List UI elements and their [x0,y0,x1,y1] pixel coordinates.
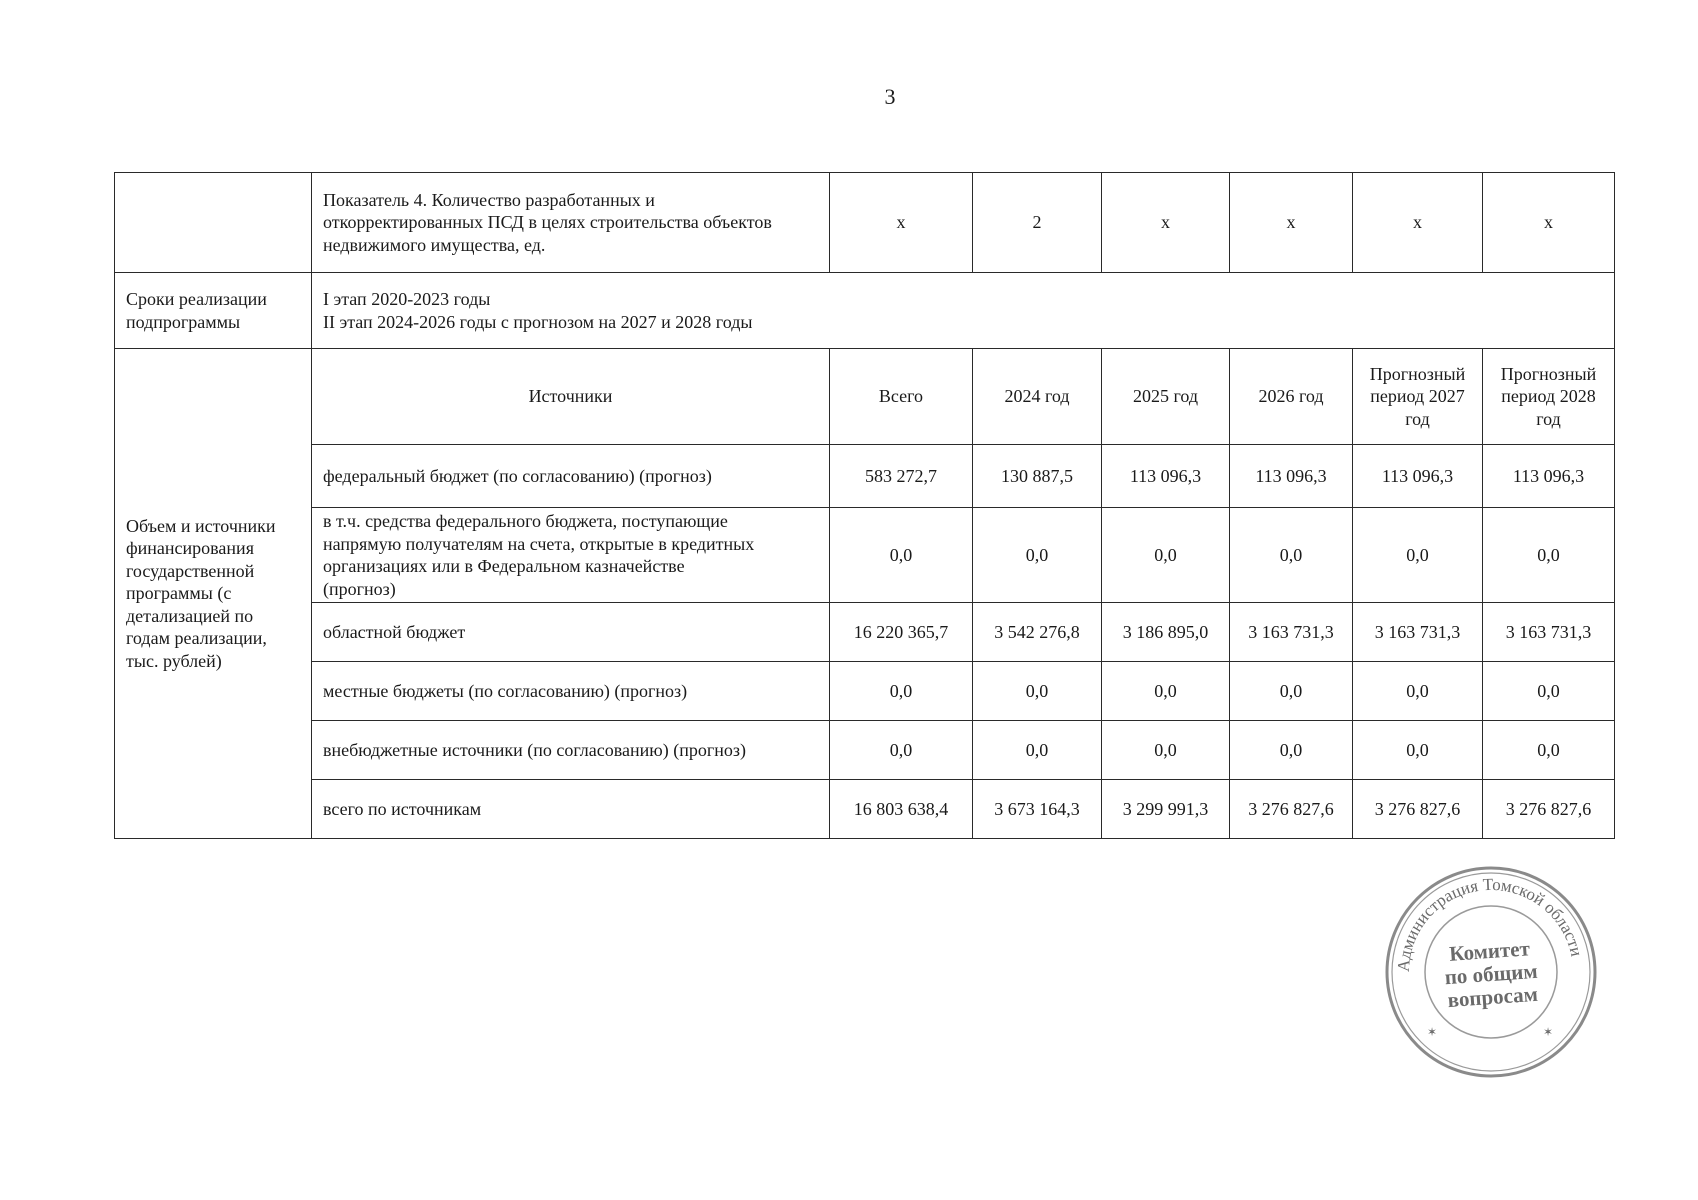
funding-source-label [312,508,830,603]
funding-value: 3 542 276,8 [973,603,1102,662]
funding-value: 0,0 [1102,508,1230,603]
seal-graphic [1381,862,1601,1082]
funding-value: 0,0 [973,662,1102,721]
funding-value: 3 186 895,0 [1102,603,1230,662]
source-label-line: внебюджетные источники (по согласованию) (прогноз) [323,739,746,760]
funding-label-line: годам реализации, [126,628,267,649]
funding-row [115,662,1615,721]
funding-total-row [115,780,1615,839]
source-label-line: федеральный бюджет (по согласованию) (прогноз) [323,465,712,486]
column-header-line: Прогнозный [1500,363,1597,384]
funding-value: 0,0 [1483,662,1615,721]
terms-value [312,273,1615,349]
funding-source-label [312,445,830,508]
funding-value: 0,0 [1102,662,1230,721]
source-label-line: организациях или в Федеральном казначействе [323,556,685,576]
funding-value: 113 096,3 [1102,445,1230,508]
terms-row [115,273,1615,349]
seal-center-line: по общим [1443,958,1539,990]
funding-row [115,721,1615,780]
funding-value: 0,0 [1483,721,1615,780]
column-header-line: год [1536,408,1561,429]
terms-line: II этап 2024-2026 годы с прогнозом на 2027 и 2028 годы [323,311,753,332]
column-header [830,349,973,445]
funding-value: 113 096,3 [1483,445,1615,508]
indicator-label: Показатель 4. Количество разработанных и откорректированных ПСД в целях строительства объектов недвижимого имущества, ед. [312,173,830,273]
seal-ring-text-path: Администрация Томской области [1393,874,1587,973]
funding-value: 0,0 [1353,508,1483,603]
seal-star: ✶ [1543,1025,1554,1039]
funding-value: 130 887,5 [973,445,1102,508]
funding-value: 0,0 [1353,721,1483,780]
funding-value: 0,0 [1483,508,1615,603]
funding-value: 0,0 [1230,508,1353,603]
column-header-line: период 2027 [1370,386,1465,407]
funding-label-line: государственной [126,560,255,581]
funding-value: 113 096,3 [1353,445,1483,508]
source-label-line: местные бюджеты (по согласованию) (прогноз) [323,680,688,701]
funding-value: 3 163 731,3 [1230,603,1353,662]
terms-line: I этап 2020-2023 годы [323,289,491,309]
column-header [1102,349,1230,445]
indicator-value: х [1353,173,1483,273]
source-label-line: (прогноз) [323,578,396,599]
funding-value: 3 276 827,6 [1483,780,1615,839]
funding-label-line: финансирования [126,538,254,559]
funding-label-line: тыс. рублей) [126,650,222,671]
funding-row [115,603,1615,662]
committee-seal-stamp [1381,862,1601,1082]
funding-value: 3 673 164,3 [973,780,1102,839]
indicator-value: х [1102,173,1230,273]
funding-value: 16 220 365,7 [830,603,973,662]
indicator-value: х [1483,173,1615,273]
terms-label-line: Сроки реализации [126,289,267,309]
seal-star: ✶ [1427,1025,1438,1039]
column-header-line: год [1405,408,1430,429]
funding-source-label [312,780,830,839]
column-header [1230,349,1353,445]
source-label-line: областной бюджет [323,621,466,642]
column-header-line: период 2028 [1501,386,1596,407]
funding-value: 3 276 827,6 [1353,780,1483,839]
seal-center-line: вопросам [1446,981,1539,1013]
funding-value: 16 803 638,4 [830,780,973,839]
funding-value: 0,0 [1230,662,1353,721]
source-label-line: в т.ч. средства федерального бюджета, поступающие [323,511,728,531]
funding-value: 0,0 [830,508,973,603]
source-label-line: всего по источникам [323,798,482,819]
terms-label [115,273,312,349]
funding-value: 0,0 [1102,721,1230,780]
funding-value: 0,0 [1353,662,1483,721]
column-header-line: 2025 год [1132,386,1199,407]
column-header [973,349,1102,445]
funding-row [115,445,1615,508]
subprogram-passport-table [114,172,1615,839]
funding-source-label [312,603,830,662]
indicator-value: х [1230,173,1353,273]
indicator-value: х [830,173,973,273]
column-header [1483,349,1615,445]
funding-value: 0,0 [973,721,1102,780]
empty-section-cell [115,173,312,273]
column-header-line: Прогнозный [1369,363,1466,384]
column-header-line: Всего [878,386,924,407]
funding-source-label [312,721,830,780]
funding-value: 583 272,7 [830,445,973,508]
funding-label-line: Объем и источники [126,515,276,536]
column-header-line: 2026 год [1258,386,1324,407]
funding-value: 0,0 [830,721,973,780]
funding-value: 3 163 731,3 [1353,603,1483,662]
indicator-row [115,173,1615,273]
column-header [1353,349,1483,445]
funding-source-label [312,662,830,721]
funding-value: 0,0 [830,662,973,721]
funding-value: 0,0 [1230,721,1353,780]
sources-header: Источники [312,349,830,445]
funding-header-row [115,349,1615,445]
funding-value: 113 096,3 [1230,445,1353,508]
funding-label-line: детализацией по [126,605,254,626]
seal-center-line: Комитет [1448,936,1531,966]
funding-value: 3 163 731,3 [1483,603,1615,662]
terms-label-line: подпрограммы [126,311,241,332]
funding-label-line: программы (с [126,583,232,604]
source-label-line: напрямую получателям на счета, открытые в кредитных [323,533,755,554]
funding-row [115,508,1615,603]
funding-section-label [115,349,312,839]
column-header-line: 2024 год [1004,386,1070,407]
page-number: 3 [884,84,896,109]
funding-value: 3 276 827,6 [1230,780,1353,839]
funding-value: 0,0 [973,508,1102,603]
funding-value: 3 299 991,3 [1102,780,1230,839]
indicator-value: 2 [973,173,1102,273]
